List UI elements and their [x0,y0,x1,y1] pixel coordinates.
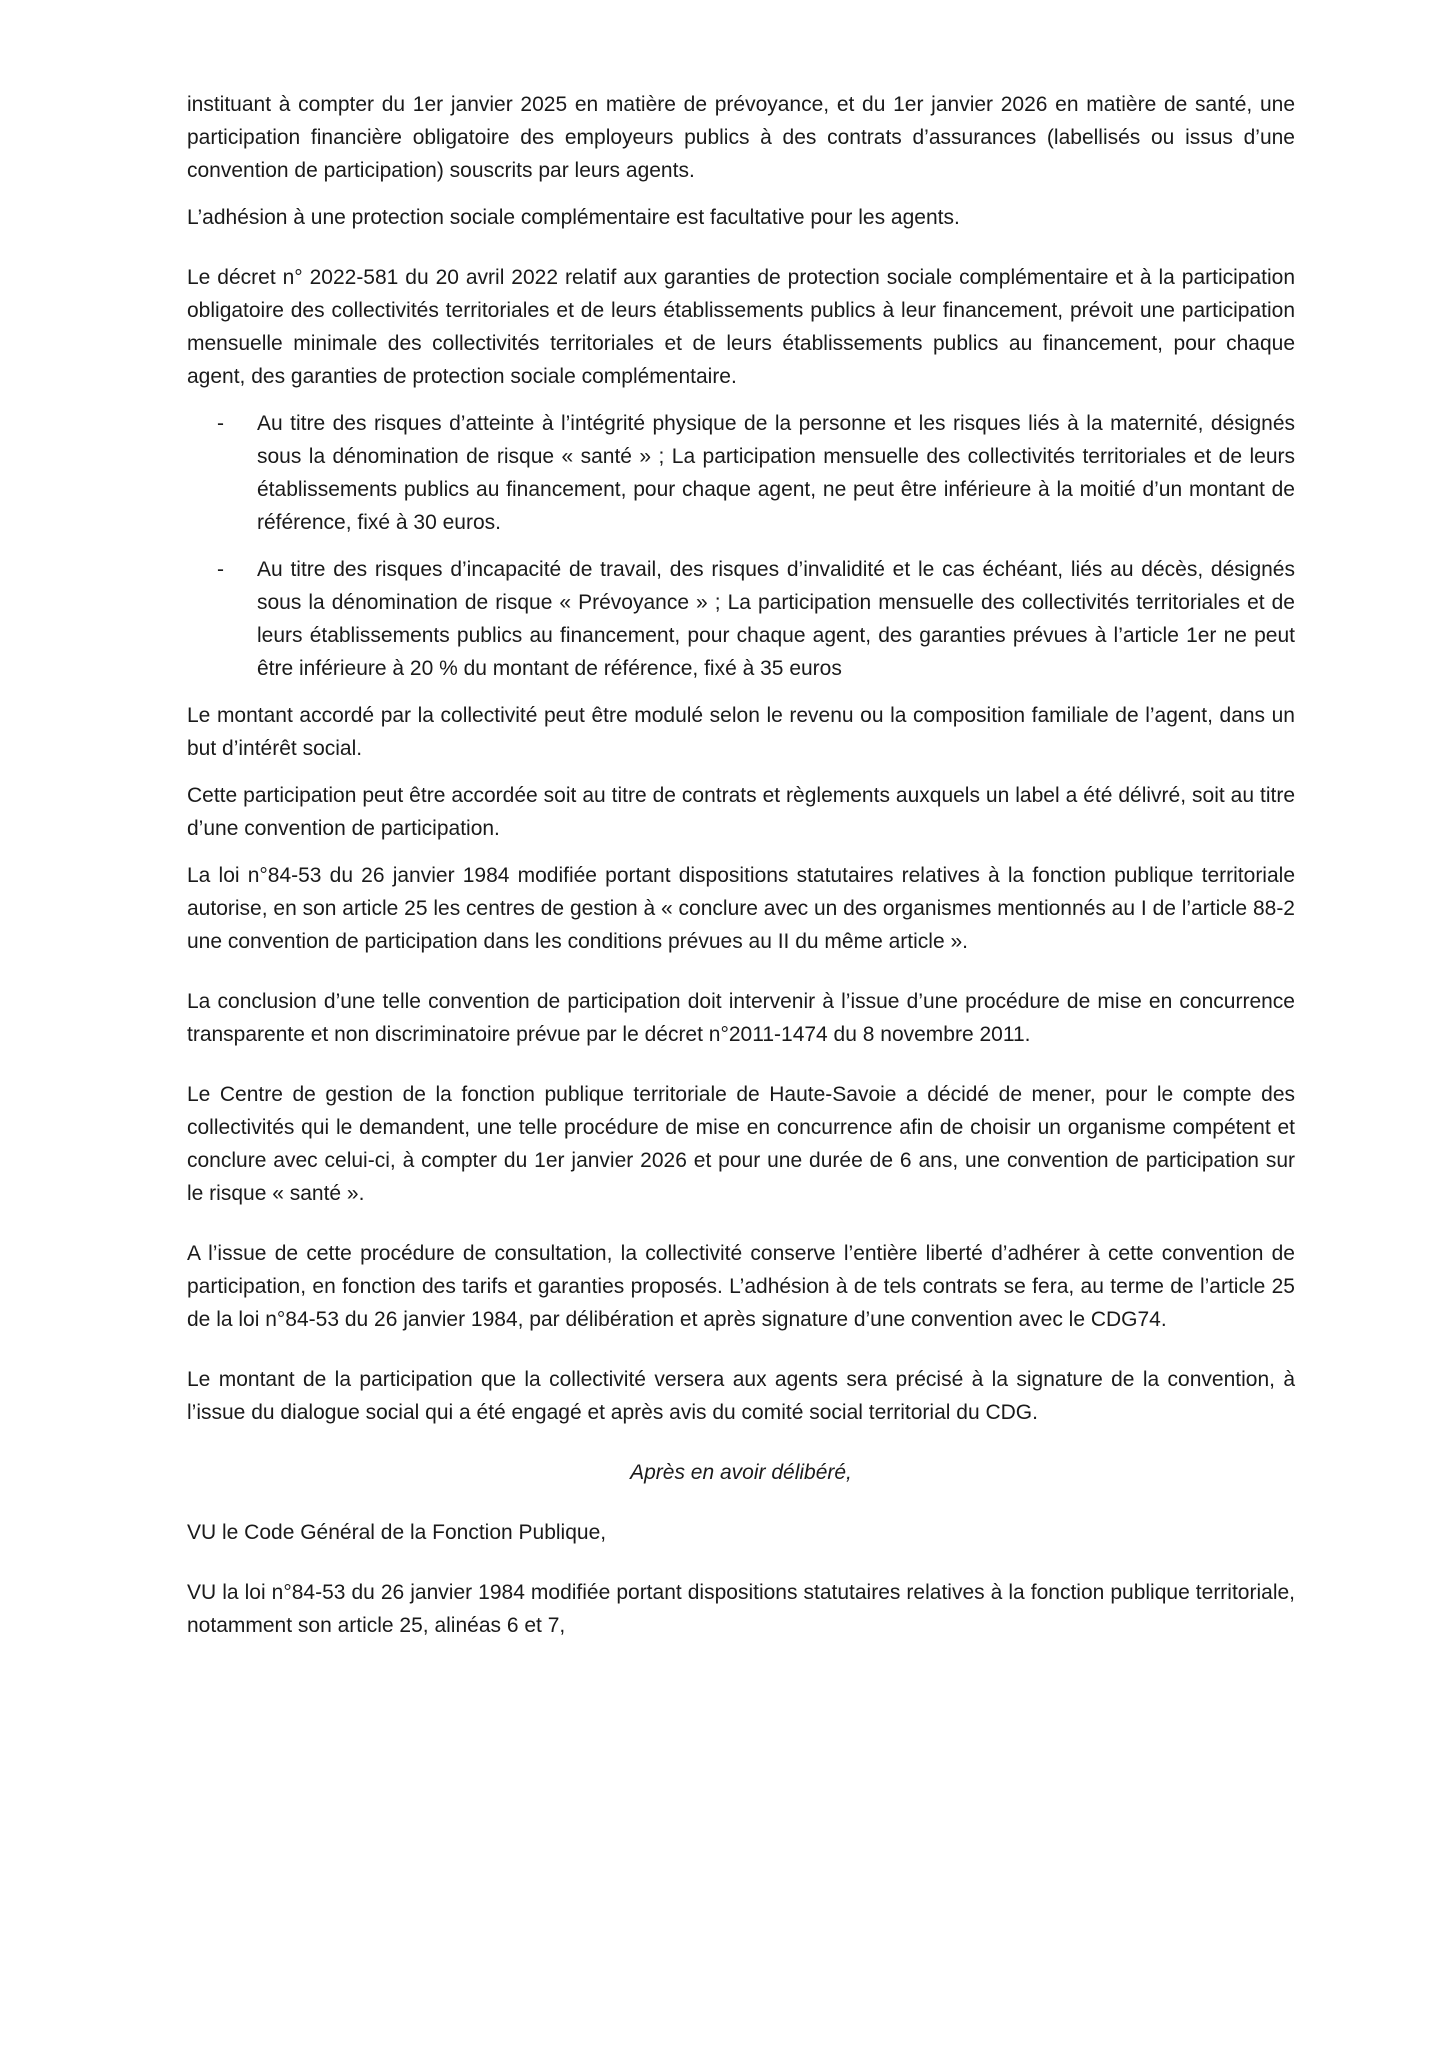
bullet-marker: - [217,558,224,581]
list-item [187,407,1295,539]
paragraph-adhesion: L’adhésion à une protection sociale complémentaire est facultative pour les agents. [187,206,960,229]
vu-code-general: VU le Code Général de la Fonction Publique, [187,1521,607,1544]
document-page [187,88,1295,1642]
list-item [187,553,1295,685]
paragraph-cdg-haute-savoie: Le Centre de gestion de la fonction publique territoriale de Haute-Savoie a décidé de mener, pour le compte des collectivités qui le demandent, une telle procédure de mise en concurrence afin de choisir un organisme compétent et conclure avec celui-ci, à compter du 1er janvier 2026 et pour une durée de 6 ans, une convention de participation sur le risque « santé ». [187,1083,1295,1205]
paragraph-montant-module: Le montant accordé par la collectivité peut être modulé selon le revenu ou la composition familiale de l’agent, dans un but d’intérêt social. [187,704,1295,760]
bullet-text-prevoyance: Au titre des risques d’incapacité de travail, des risques d’invalidité et le cas échéant, liés au décès, désignés sous la dénomination de risque « Prévoyance » ; La participation mensuelle des collectivités territoriales et de leurs établissements publics au financement, pour chaque agent, des garanties prévues à l’article 1er ne peut être inférieure à 20 % du montant de référence, fixé à 35 euros [257,558,1295,680]
paragraph-intro: instituant à compter du 1er janvier 2025 en matière de prévoyance, et du 1er janvier 2026 en matière de santé, une participation financière obligatoire des employeurs publics à des contrats d’assurances (labellisés ou issus d’une convention de participation) souscrits par leurs agents. [187,93,1295,182]
deliberation-heading: Après en avoir délibéré, [630,1461,852,1484]
paragraph-montant-participation: Le montant de la participation que la collectivité versera aux agents sera précisé à la signature de la convention, à l’issue du dialogue social qui a été engagé et après avis du comité social territorial du CDG. [187,1368,1295,1424]
paragraph-mise-en-concurrence: La conclusion d’une telle convention de participation doit intervenir à l’issue d’une procédure de mise en concurrence transparente et non discriminatoire prévue par le décret n°2011-1474 du 8 novembre 2011. [187,990,1295,1046]
vu-loi-84-53: VU la loi n°84-53 du 26 janvier 1984 modifiée portant dispositions statutaires relatives à la fonction publique territoriale, notamment son article 25, alinéas 6 et 7, [187,1581,1295,1637]
paragraph-liberte-adhesion: A l’issue de cette procédure de consultation, la collectivité conserve l’entière liberté d’adhérer à cette convention de participation, en fonction des tarifs et garanties proposés. L’adhésion à de tels contrats se fera, au terme de l’article 25 de la loi n°84-53 du 26 janvier 1984, par délibération et après signature d’une convention avec le CDG74. [187,1242,1295,1331]
bullet-marker: - [217,412,224,435]
paragraph-loi-84-53: La loi n°84-53 du 26 janvier 1984 modifiée portant dispositions statutaires relatives à la fonction publique territoriale autorise, en son article 25 les centres de gestion à « conclure avec un des organismes mentionnés au I de l’article 88-2 une convention de participation dans les conditions prévues au II du même article ». [187,864,1295,953]
bullet-text-sante: Au titre des risques d’atteinte à l’intégrité physique de la personne et les risques liés à la maternité, désignés sous la dénomination de risque « santé » ; La participation mensuelle des collectivités territoriales et de leurs établissements publics au financement, pour chaque agent, ne peut être inférieure à la moitié d’un montant de référence, fixé à 30 euros. [257,412,1295,534]
paragraph-label: Cette participation peut être accordée soit au titre de contrats et règlements auxquels un label a été délivré, soit au titre d’une convention de participation. [187,784,1295,840]
paragraph-decret: Le décret n° 2022-581 du 20 avril 2022 relatif aux garanties de protection sociale complémentaire et à la participation obligatoire des collectivités territoriales et de leurs établissements publics à leur financement, prévoit une participation mensuelle minimale des collectivités territoriales et de leurs établissements publics au financement, pour chaque agent, des garanties de protection sociale complémentaire. [187,266,1295,388]
